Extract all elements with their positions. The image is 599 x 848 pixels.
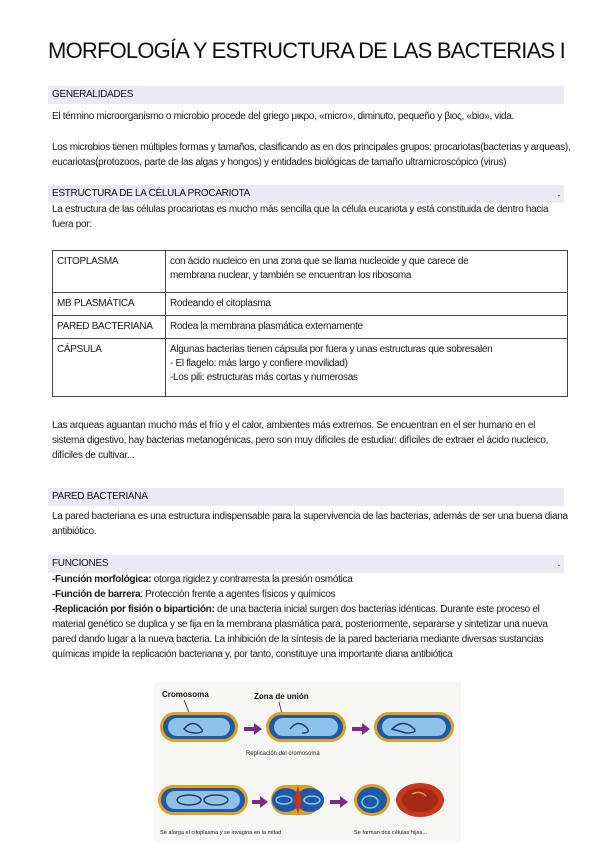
caption-elongation: Se alarga el citoplasma y se invagina en la mitad — [160, 830, 282, 836]
table-value-line: Rodeando el citoplasma — [170, 298, 271, 309]
section-header-funciones — [48, 555, 564, 573]
paragraph-structure-line2: fuera por: — [52, 219, 92, 230]
table-key: PARED BACTERIANA — [53, 316, 166, 339]
binary-fission-figure — [154, 682, 461, 842]
paragraph-groups-line2: eucariotas(protozoos, parte de las algas y hongos) y entidades biológicas de tamaño ultramicroscópico (virus) — [52, 157, 507, 168]
cell-stage-4 — [158, 785, 248, 815]
table-value — [166, 251, 568, 293]
table-value-line: Rodea la membrana plasmática externamente — [170, 321, 363, 332]
daughter-cell-inner — [402, 788, 438, 812]
section-header-estructura — [48, 185, 564, 203]
table-row — [53, 293, 568, 316]
figure-background — [154, 682, 461, 842]
section-title: ESTRUCTURA DE LA CÉLULA PROCARIOTA — [52, 188, 250, 199]
caption-daughters: Se forman dos células hijas... — [354, 830, 428, 836]
function-label: -Función morfológica: — [52, 574, 152, 585]
function-label: -Función de barrera — [52, 589, 141, 600]
section-dot: . — [557, 558, 560, 569]
function-replicacion — [52, 602, 572, 617]
function-label: -Replicación por fisión o bipartición: — [52, 604, 215, 615]
function-replicacion-line4: químicas impide la replicación bacteriana y, por tanto, constituye una importante diana antibiótica — [52, 649, 453, 660]
function-barrera — [52, 587, 572, 602]
section-header-generalidades — [48, 86, 564, 104]
structure-table — [52, 250, 568, 397]
table-value-line: con ácido nucleico en una zona que se llama nucleoide y que carece de — [170, 256, 469, 267]
function-replicacion-line2: material genético se duplica y se fija en la membrana plasmática para, posteriormente, separarse y sintetizar una nueva — [52, 619, 548, 630]
cell-cytoplasm — [357, 787, 387, 813]
table-key: CÁPSULA — [53, 339, 166, 397]
function-replicacion-line3: pared dando lugar a la nueva bacteria. La inhibición de la síntesis de la pared bacteriana mediante diversas sustancias — [52, 634, 544, 645]
paragraph-arqueas-line2: sistema digestivo, hay bacterias metanogénicas, pero son muy difíciles de estudiar: difíciles de extraer el ácido nucleico, — [52, 435, 549, 446]
table-value — [166, 293, 568, 316]
table-value-line: - El flagelo: más largo y confiere movilidad) — [170, 358, 348, 369]
table-row — [53, 251, 568, 293]
paragraph-arqueas-line3: difíciles de cultivar... — [52, 450, 135, 461]
table-value — [166, 316, 568, 339]
function-morfologica — [52, 572, 572, 587]
paragraph-pared-line2: antibiótico. — [52, 526, 97, 537]
page-title: MORFOLOGÍA Y ESTRUCTURA DE LAS BACTERIAS I — [48, 38, 565, 63]
label-cromosoma: Cromosoma — [162, 690, 209, 699]
section-dot: . — [557, 188, 560, 199]
table-value-line: -Los pili: estructuras más cortas y numerosas — [170, 372, 358, 383]
table-key: CITOPLASMA — [53, 251, 166, 293]
function-text: de una bacteria inicial surgen dos bacterias idénticas. Durante este proceso el — [214, 604, 540, 615]
table-row — [53, 316, 568, 339]
cell-nucleoid-zone — [382, 718, 446, 736]
table-key: MB PLASMÁTICA — [53, 293, 166, 316]
table-value-line: Algunas bacterias tienen cápsula por fuera y unas estructuras que sobresalen — [170, 344, 493, 355]
cell-stage-5 — [271, 785, 324, 815]
section-title: FUNCIONES — [52, 558, 109, 569]
table-value-line: membrana nuclear, y también se encuentran los ribosoma — [170, 270, 412, 281]
cell-stage-1 — [160, 712, 238, 742]
table-row — [53, 339, 568, 397]
section-title: GENERALIDADES — [52, 89, 134, 100]
label-zona-union: Zona de unión — [254, 692, 309, 701]
section-title: PARED BACTERIANA — [52, 491, 148, 502]
paragraph-groups-line1: Los microbios tienen múltiples formas y tamaños, clasificando as en dos principales grupos: procariotas(bacterias y arqueas), — [52, 142, 571, 153]
function-text: : Protección frente a agentes físicos y químicos — [140, 589, 336, 600]
cell-stage-3 — [374, 712, 454, 742]
paragraph-arqueas-line1: Las arqueas aguantan mucho más el frío y el calor, ambientes más extremos. Se encuentran en el ser humano en el — [52, 420, 536, 431]
paragraph-definition: El término microorganismo o microbio procede del griego μικρο, «micro», diminuto, pequeño y βιος, «bio», vida. — [52, 111, 515, 122]
caption-replication: Replicación del cromosoma — [246, 751, 320, 757]
cell-stage-2 — [266, 712, 346, 742]
paragraph-pared-line1: La pared bacteriana es una estructura indispensable para la supervivencia de las bacterias, además de ser una buena diana — [52, 511, 568, 522]
paragraph-structure-line1: La estructura de las células procariotas es mucho más sencilla que la célula eucariota y está constituida de dentro hacia — [52, 204, 549, 215]
function-text: otorga rigidez y contrarresta la presión osmótica — [151, 574, 353, 585]
table-value — [166, 339, 568, 397]
section-header-pared — [48, 488, 564, 506]
